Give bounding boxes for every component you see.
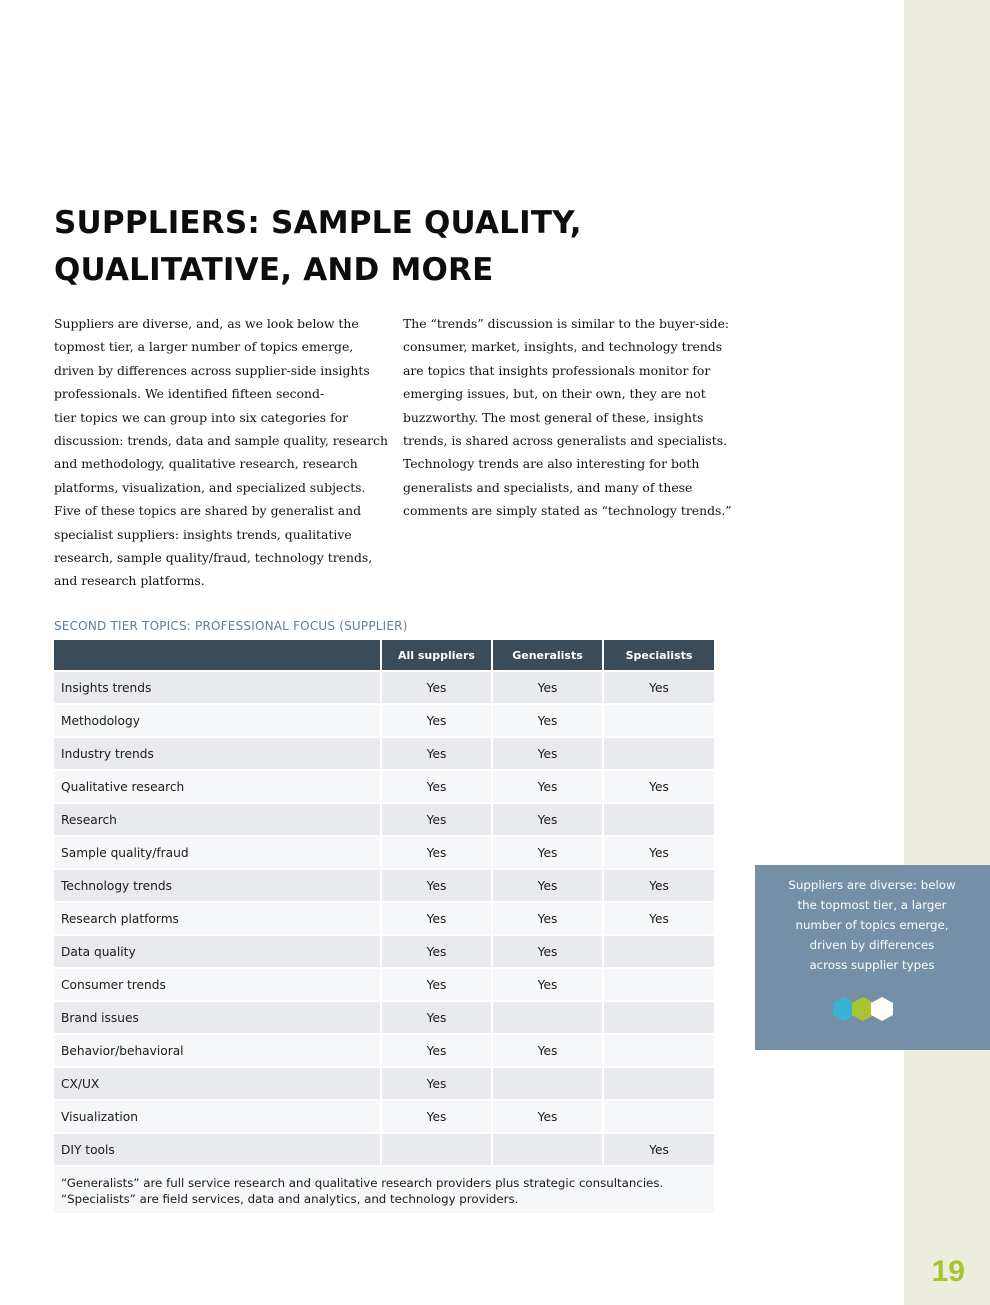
table-note-line: “Generalists” are full service research and qualitative research providers plus strategic consultancies. xyxy=(61,1176,664,1190)
table-cell-topic: DIY tools xyxy=(54,1133,381,1166)
table-cell-topic: Sample quality/fraud xyxy=(54,836,381,869)
body-text-line: topmost tier, a larger number of topics emerge, xyxy=(54,339,354,355)
body-text-line: specialist suppliers: insights trends, qualitative xyxy=(54,526,352,542)
table-cell-value xyxy=(492,1001,603,1034)
body-text-line: comments are simply stated as “technology trends.” xyxy=(403,503,732,519)
table-cell-value xyxy=(381,1133,492,1166)
table-cell-value: Yes xyxy=(381,704,492,737)
body-text-line: The “trends” discussion is similar to the buyer-side: xyxy=(403,316,730,331)
table-cell-topic: Research xyxy=(54,803,381,836)
table-cell-value: Yes xyxy=(492,770,603,803)
table-row xyxy=(54,1100,714,1133)
table-cell-value: Yes xyxy=(492,1034,603,1067)
table-cell-value xyxy=(603,803,714,836)
table-cell-value: Yes xyxy=(381,737,492,770)
table-cell-topic: Technology trends xyxy=(54,869,381,902)
table-cell-value: Yes xyxy=(492,935,603,968)
callout-text-line: number of topics emerge, xyxy=(795,918,949,932)
hexagon-green-icon xyxy=(852,997,874,1021)
table-cell-topic: Data quality xyxy=(54,935,381,968)
table-cell-value: Yes xyxy=(492,836,603,869)
table-row xyxy=(54,1133,714,1166)
table-cell-value: Yes xyxy=(603,902,714,935)
table-cell-value: Yes xyxy=(603,770,714,803)
table-row xyxy=(54,1067,714,1100)
table-cell-value: Yes xyxy=(381,1034,492,1067)
table-row xyxy=(54,836,714,869)
table-cell-value: Yes xyxy=(381,1100,492,1133)
table-cell-topic: Brand issues xyxy=(54,1001,381,1034)
table-cell-topic: Visualization xyxy=(54,1100,381,1133)
table-cell-topic: Qualitative research xyxy=(54,770,381,803)
table-cell-value: Yes xyxy=(381,1067,492,1100)
table-row xyxy=(54,1001,714,1034)
table-row xyxy=(54,869,714,902)
table-cell-topic: Methodology xyxy=(54,704,381,737)
table-header-all-suppliers: All suppliers xyxy=(381,640,492,671)
table-cell-value: Yes xyxy=(492,869,603,902)
table-cell-value: Yes xyxy=(603,1133,714,1166)
table-cell-value xyxy=(603,968,714,1001)
table-row xyxy=(54,935,714,968)
table-note-line: “Specialists” are field services, data and analytics, and technology providers. xyxy=(61,1192,519,1206)
side-strip xyxy=(904,0,990,1305)
hexagon-blue-icon xyxy=(833,997,855,1021)
table-note xyxy=(54,1166,714,1213)
table-cell-value: Yes xyxy=(492,803,603,836)
body-text-line: tier topics we can group into six categories for xyxy=(54,409,349,425)
table-row xyxy=(54,671,714,704)
table-body xyxy=(54,671,714,1213)
table-cell-value: Yes xyxy=(603,836,714,869)
table-cell-value: Yes xyxy=(492,902,603,935)
callout-text-line: the topmost tier, a larger xyxy=(797,898,947,912)
table-cell-value: Yes xyxy=(492,704,603,737)
table-cell-value xyxy=(603,935,714,968)
callout-text-line: across supplier types xyxy=(809,958,935,972)
table-row xyxy=(54,737,714,770)
table-cell-value xyxy=(603,1067,714,1100)
body-text-line: discussion: trends, data and sample quality, research xyxy=(54,433,388,449)
body-text-line: Five of these topics are shared by generalist and xyxy=(54,503,362,519)
table-cell-value: Yes xyxy=(492,1100,603,1133)
table-header-topic xyxy=(54,640,381,671)
table-note-row xyxy=(54,1166,714,1213)
table-row xyxy=(54,704,714,737)
table-caption: SECOND TIER TOPICS: PROFESSIONAL FOCUS (SUPPLIER) xyxy=(54,619,408,633)
body-text-line: research, sample quality/fraud, technology trends, xyxy=(54,550,373,566)
table-cell-value: Yes xyxy=(603,671,714,704)
table-cell-value: Yes xyxy=(381,803,492,836)
body-text-line: trends, is shared across generalists and specialists. xyxy=(403,433,728,449)
table-cell-value: Yes xyxy=(381,1001,492,1034)
table-cell-value: Yes xyxy=(492,671,603,704)
table-cell-value: Yes xyxy=(381,935,492,968)
table-header-row xyxy=(54,640,714,671)
body-text-line: driven by differences across supplier-side insights xyxy=(54,362,370,378)
table-cell-value: Yes xyxy=(381,836,492,869)
page-number: 19 xyxy=(931,1255,965,1288)
table-cell-value: Yes xyxy=(492,968,603,1001)
page-title-line: QUALITATIVE, AND MORE xyxy=(54,252,494,288)
table-cell-topic: Insights trends xyxy=(54,671,381,704)
body-text-line: consumer, market, insights, and technology trends xyxy=(403,339,723,355)
table-cell-value xyxy=(603,704,714,737)
table-cell-value: Yes xyxy=(603,869,714,902)
table-cell-topic: Research platforms xyxy=(54,902,381,935)
table-row xyxy=(54,803,714,836)
table-header-specialists: Specialists xyxy=(603,640,714,671)
table-cell-topic: Behavior/behavioral xyxy=(54,1034,381,1067)
body-text-line: emerging issues, but, on their own, they are not xyxy=(403,386,706,402)
body-text-line: and methodology, qualitative research, research xyxy=(54,456,358,472)
table-cell-value xyxy=(492,1067,603,1100)
table-cell-topic: CX/UX xyxy=(54,1067,381,1100)
table-cell-value: Yes xyxy=(381,968,492,1001)
table-cell-value: Yes xyxy=(381,869,492,902)
table-row xyxy=(54,968,714,1001)
topics-table xyxy=(54,640,714,1213)
table-cell-value xyxy=(603,1034,714,1067)
table-cell-value xyxy=(603,1100,714,1133)
page-title xyxy=(54,200,754,294)
callout-text xyxy=(755,875,989,975)
table-cell-topic: Consumer trends xyxy=(54,968,381,1001)
body-text-line: platforms, visualization, and specialized subjects. xyxy=(54,479,366,495)
body-text-line: Technology trends are also interesting for both xyxy=(403,456,700,472)
table-cell-value xyxy=(492,1133,603,1166)
body-text-line: are topics that insights professionals monitor for xyxy=(403,362,711,378)
table-cell-value: Yes xyxy=(492,737,603,770)
body-text-line: buzzworthy. The most general of these, insights xyxy=(403,409,704,425)
table-row xyxy=(54,1034,714,1067)
table-cell-value xyxy=(603,737,714,770)
table-cell-value xyxy=(603,1001,714,1034)
table-header-generalists: Generalists xyxy=(492,640,603,671)
body-column-right xyxy=(403,312,733,523)
table-row xyxy=(54,770,714,803)
body-text-line: generalists and specialists, and many of these xyxy=(403,479,693,495)
body-text-line: professionals. We identified fifteen second- xyxy=(54,386,325,402)
table-cell-value: Yes xyxy=(381,770,492,803)
table-row xyxy=(54,902,714,935)
hexagon-white-icon xyxy=(871,997,893,1021)
callout-text-line: driven by differences xyxy=(809,938,935,952)
body-column-left xyxy=(54,312,390,593)
hexagon-cluster-icon xyxy=(833,997,903,1023)
page-title-line: SUPPLIERS: SAMPLE QUALITY, xyxy=(54,205,582,241)
body-text-line: and research platforms. xyxy=(54,573,205,589)
table-cell-value: Yes xyxy=(381,671,492,704)
callout-box xyxy=(755,865,990,1050)
callout-text-line: Suppliers are diverse: below xyxy=(788,878,956,892)
body-text-line: Suppliers are diverse, and, as we look below the xyxy=(54,316,359,331)
table-cell-value: Yes xyxy=(381,902,492,935)
table-cell-topic: Industry trends xyxy=(54,737,381,770)
